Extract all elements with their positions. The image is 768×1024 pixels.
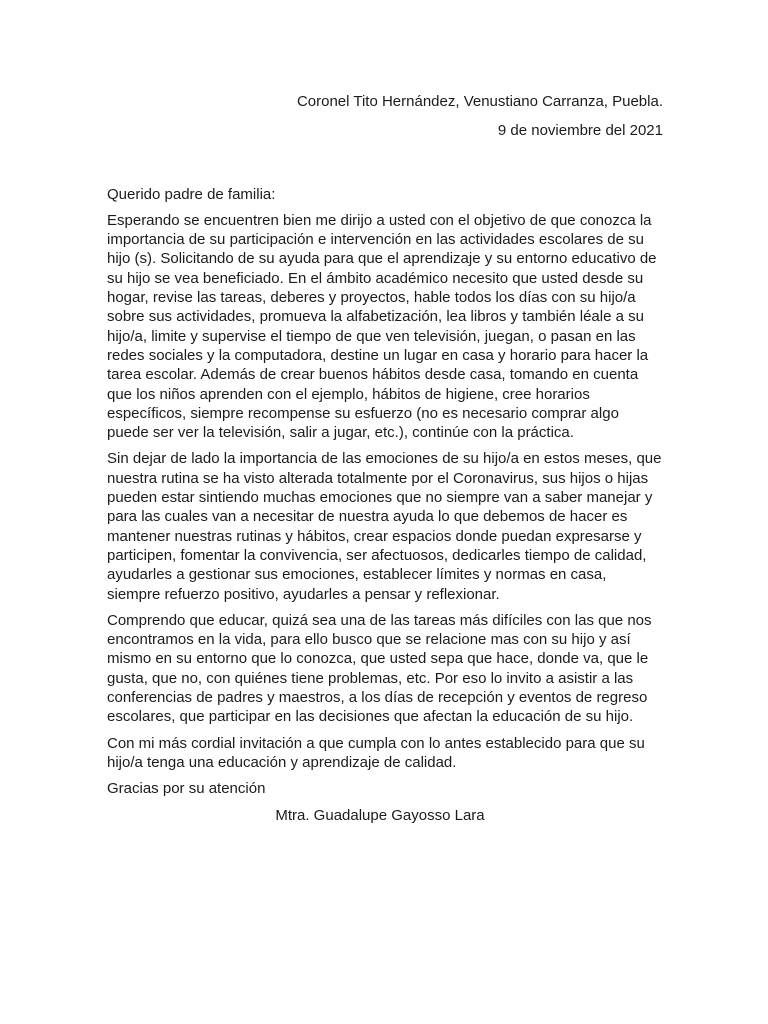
letter-greeting: Querido padre de familia: xyxy=(107,185,276,203)
letter-paragraph: Comprendo que educar, quizá sea una de las tareas más difíciles con las que nos encontramos en la vida, para ello busco que se relacione mas con su hijo y así mismo en su entorno que lo conozca, que usted sepa que hace, donde va, que le gusta, que no, con quiénes tiene problemas, etc. Por eso lo invito a asistir a las conferencias de padres y maestros, a los días de recepción y eventos de regreso escolares, que participar en las decisiones que afectan la educación de su hijo. xyxy=(107,611,652,726)
letter-paragraph: Sin dejar de lado la importancia de las emociones de su hijo/a en estos meses, que nuestra rutina se ha visto alterada totalmente por el Coronavirus, sus hijos o hijas pueden estar sintiendo muchas emociones que no siempre van a saber manejar y para las cuales van a necesitar de nuestra ayuda lo que debemos de hacer es mantener nuestras rutinas y hábitos, crear espacios donde puedan expresarse y participen, fomentar la convivencia, ser afectuosos, dedicarles tiempo de calidad, ayudarles a gestionar sus emociones, establecer límites y normas en casa, siempre refuerzo positivo, ayudarles a pensar y reflexionar. xyxy=(107,450,662,603)
letter-date: 9 de noviembre del 2021 xyxy=(497,122,663,140)
letter-signature: Mtra. Guadalupe Gayosso Lara xyxy=(275,806,485,824)
letter-paragraph: Con mi más cordial invitación a que cumpla con lo antes establecido para que su hijo/a tenga una educación y aprendizaje de calidad. xyxy=(107,734,645,771)
letter-closing: Gracias por su atención xyxy=(107,780,266,798)
letter-location: Coronel Tito Hernández, Venustiano Carranza, Puebla. xyxy=(296,93,663,110)
letter-body xyxy=(107,92,663,825)
letter-paragraph: Esperando se encuentren bien me dirijo a usted con el objetivo de que conozca la importancia de su participación e intervención en las actividades escolares de su hijo (s). Solicitando de su ayuda para que el aprendizaje y su entorno educativo de su hijo se vea beneficiado. En el ámbito académico necesito que usted desde su hogar, revise las tareas, deberes y proyectos, hable todos los días con su hijo/a sobre sus actividades, promueva la alfabetización, lea libros y también léale a su hijo/a, limite y supervise el tiempo de que ven televisión, juegan, o pasan en las redes sociales y la computadora, destine un lugar en casa y horario para hacer la tarea escolar. Además de crear buenos hábitos desde casa, tomando en cuenta que los niños aprenden con el ejemplo, hábitos de higiene, cree horarios específicos, siempre recompense su esfuerzo (no es necesario comprar algo puede ser ver la televisión, salir a jugar, etc.), continúe con la práctica. xyxy=(107,211,657,442)
